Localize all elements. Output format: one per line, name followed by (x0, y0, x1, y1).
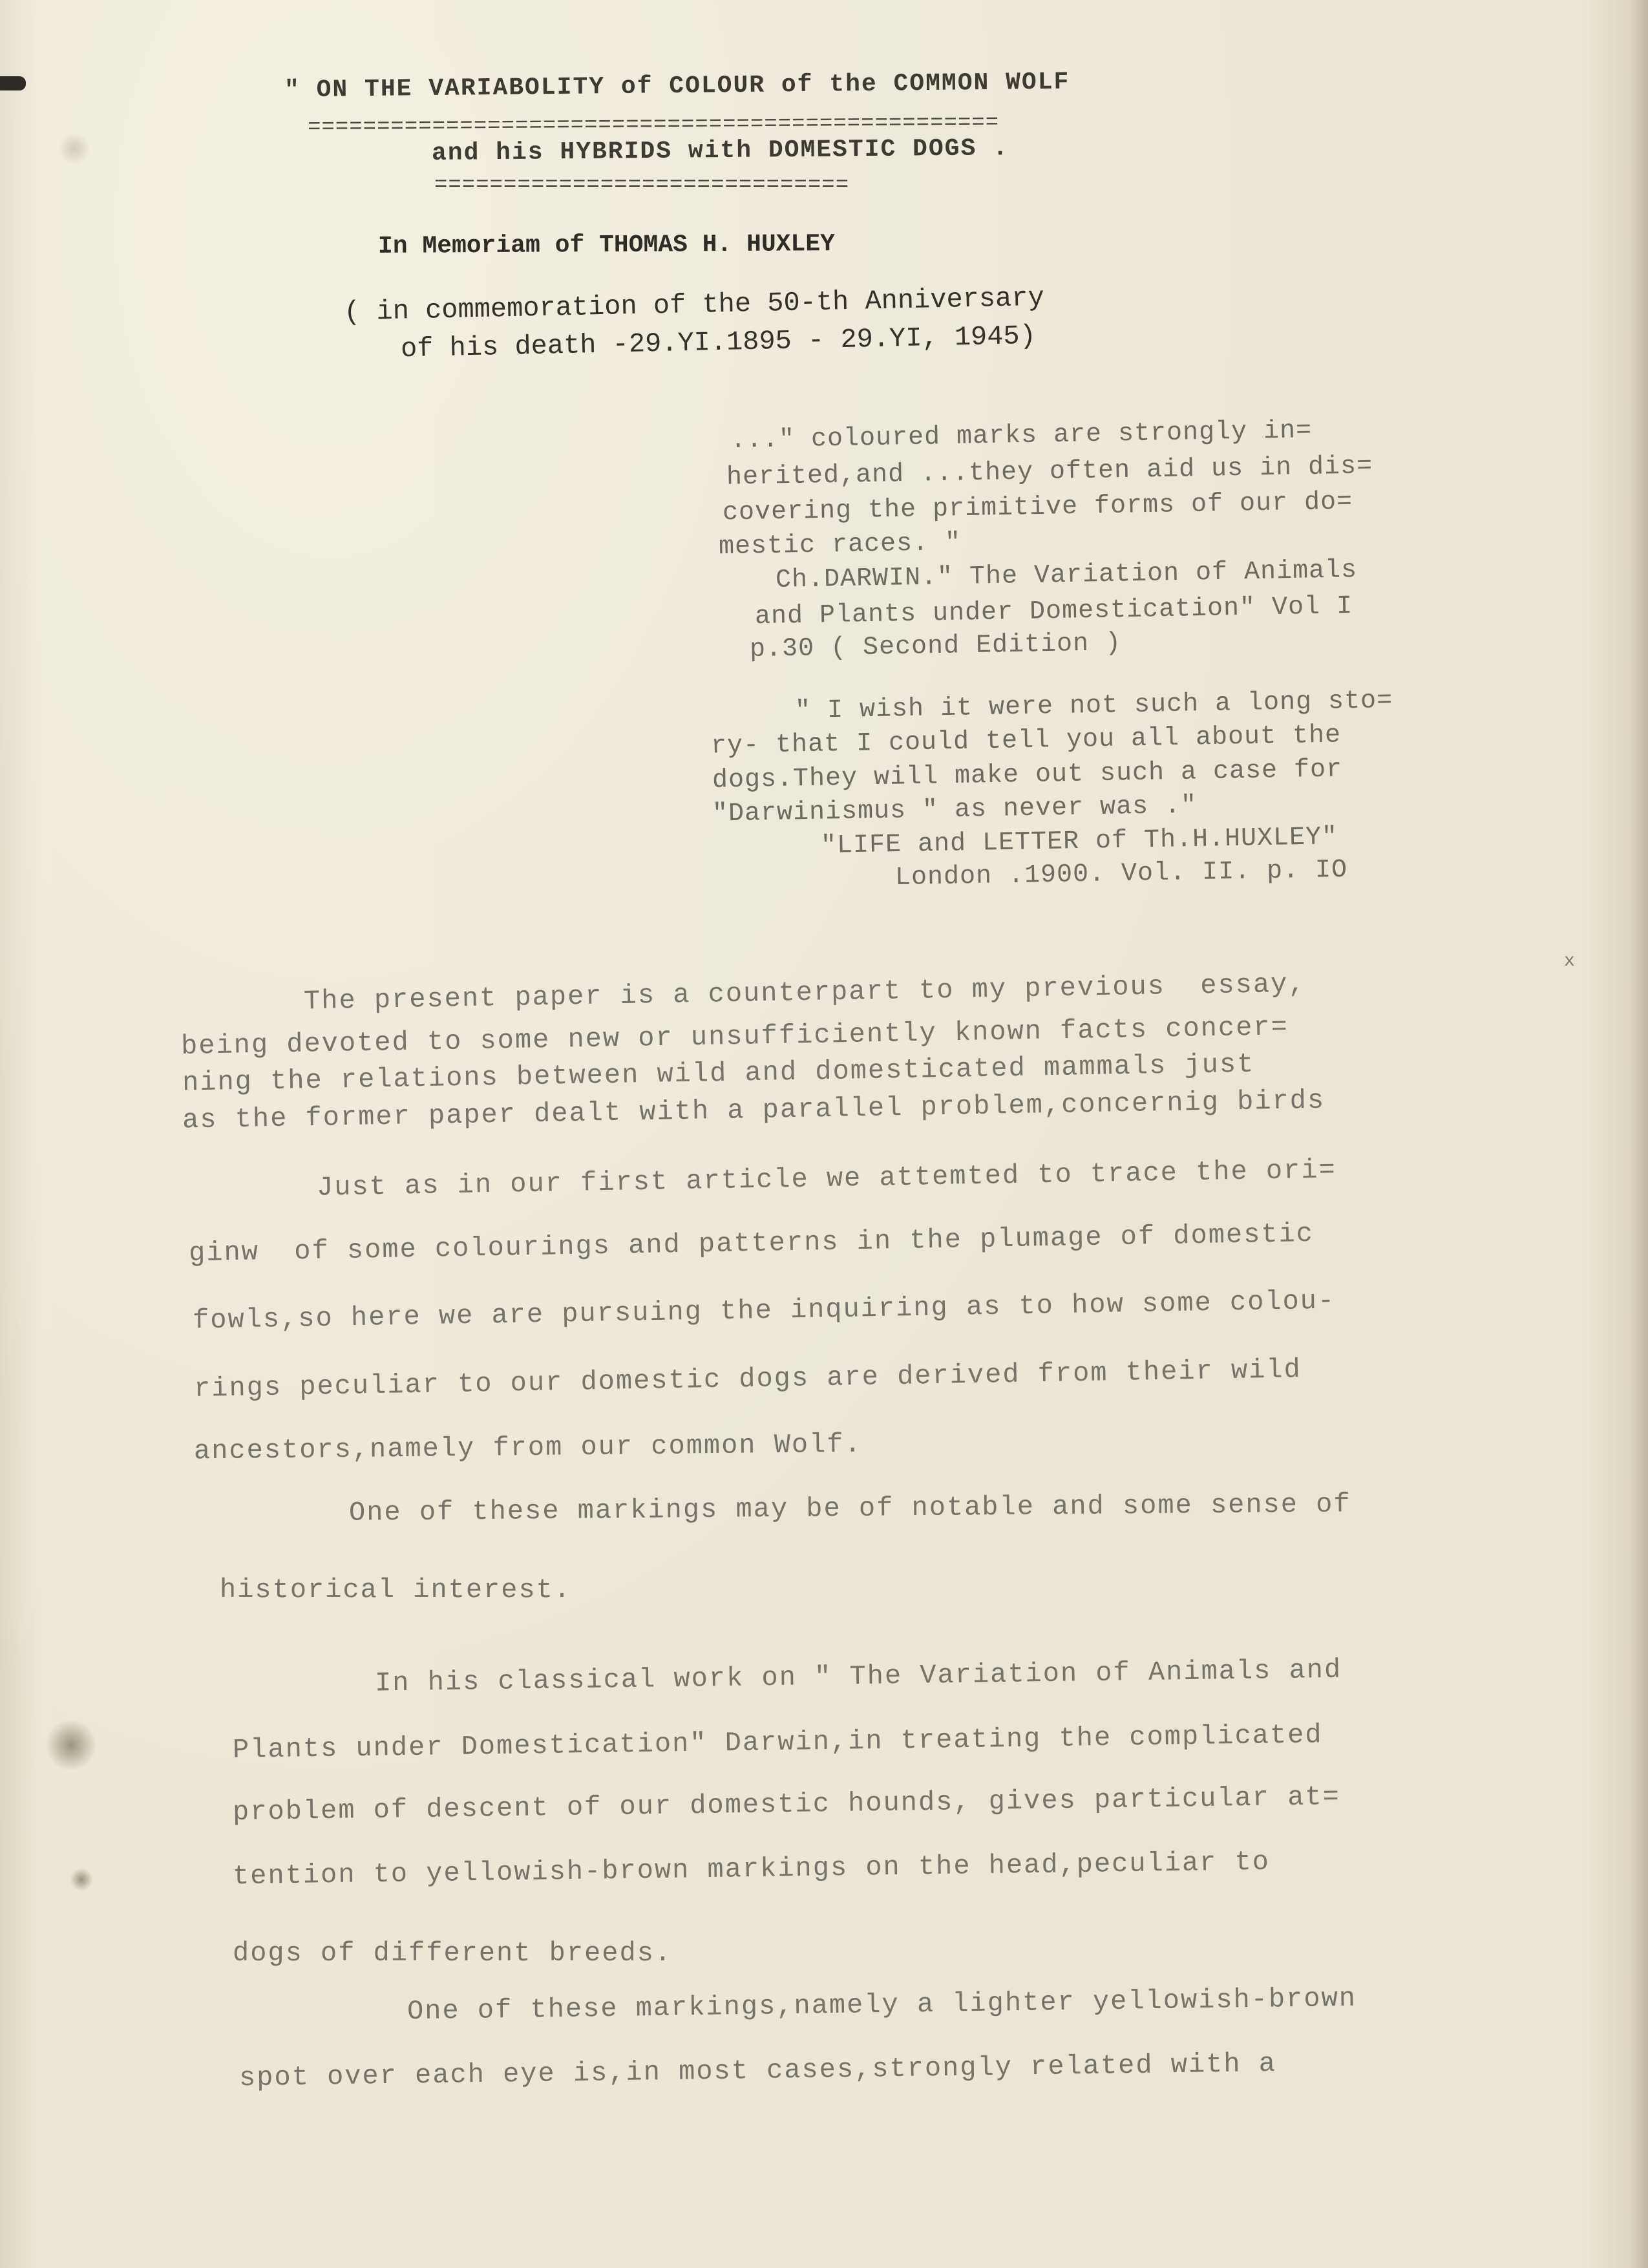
footnote-marker: x (1564, 951, 1575, 971)
epigraph-darwin-line: covering the primitive forms of our do= (722, 487, 1353, 528)
memoriam-heading: In Memoriam of THOMAS H. HUXLEY (377, 230, 836, 260)
paragraph-3-line: One of these markings may be of notable and some sense of (348, 1489, 1351, 1529)
paragraph-4-line: problem of descent of our domestic hounds, gives particular at= (232, 1781, 1341, 1828)
ink-stain (58, 132, 90, 165)
epigraph-huxley-line: ry- that I could tell you all about the (710, 721, 1342, 761)
paragraph-4-line: tention to yellowish-brown markings on the head,peculiar to (232, 1846, 1271, 1892)
epigraph-darwin-citation: p.30 ( Second Edition ) (749, 628, 1122, 665)
paragraph-2-line: ginw of some colourings and patterns in the plumage of domestic (188, 1218, 1315, 1269)
title-rule-1: ================================================== (307, 111, 1000, 140)
paragraph-5-line: One of these markings,namely a lighter yellowish-brown (407, 1982, 1357, 2028)
epigraph-darwin-citation: Ch.DARWIN." The Variation of Animals (775, 556, 1358, 595)
paragraph-3-line: historical interest. (220, 1574, 572, 1606)
paragraph-2-line: rings peculiar to our domestic dogs are derived from their wild (193, 1354, 1302, 1404)
memoriam-line-2: of his death -29.YI.1895 - 29.YI, 1945) (400, 320, 1037, 365)
paragraph-1-line: The present paper is a counterpart to my previous essay, (303, 968, 1306, 1017)
ink-stain (45, 1719, 97, 1771)
epigraph-huxley-citation: London .1900. Vol. II. p. IO (894, 855, 1348, 893)
paragraph-5-line: spot over each eye is,in most cases,strongly related with a (238, 2048, 1277, 2094)
paragraph-1-line: being devoted to some new or unsufficiently known facts concer= (180, 1012, 1289, 1062)
memoriam-line-1: ( in commemoration of the 50-th Anniversary (343, 282, 1045, 328)
paragraph-2-line: Just as in our first article we attemted to trace the ori= (316, 1154, 1337, 1203)
binding-clip (0, 76, 26, 90)
paragraph-4-line: Plants under Domestication" Darwin,in treating the complicated (232, 1719, 1323, 1766)
epigraph-huxley-line: "Darwinismus " as never was ." (712, 791, 1198, 829)
paragraph-1-line: ning the relations between wild and domesticated mammals just (182, 1048, 1255, 1099)
epigraph-darwin-line: mestic races. " (718, 528, 962, 562)
paragraph-1-line: as the former paper dealt with a parallel problem,concernig birds (182, 1085, 1326, 1136)
epigraph-darwin-line: herited,and ...they often aid us in dis= (726, 452, 1373, 493)
epigraph-huxley-line: dogs.They will make out such a case for (712, 755, 1343, 796)
paragraph-4-line: dogs of different breeds. (233, 1938, 673, 1969)
ink-stain (70, 1868, 93, 1891)
epigraph-darwin-line: ..." coloured marks are strongly in= (730, 416, 1313, 456)
title-line-2: and his HYBRIDS with DOMESTIC DOGS . (431, 134, 1009, 167)
epigraph-huxley-line: " I wish it were not such a long sto= (794, 686, 1393, 726)
epigraph-huxley-citation: "LIFE and LETTER of Th.H.HUXLEY" (820, 823, 1338, 861)
paragraph-2-line: fowls,so here we are pursuing the inquiring as to how some colou- (192, 1285, 1336, 1337)
page-edge-shadow (1629, 0, 1648, 2268)
title-rule-2: ============================== (434, 173, 850, 198)
paragraph-4-line: In his classical work on " The Variation of Animals and (374, 1654, 1342, 1699)
epigraph-darwin-citation: and Plants under Domestication" Vol I (754, 591, 1353, 632)
title-line-1: " ON THE VARIABOLITY of COLOUR of the COMMON WOLF (284, 68, 1070, 105)
paragraph-2-line: ancestors,namely from our common Wolf. (193, 1428, 862, 1467)
